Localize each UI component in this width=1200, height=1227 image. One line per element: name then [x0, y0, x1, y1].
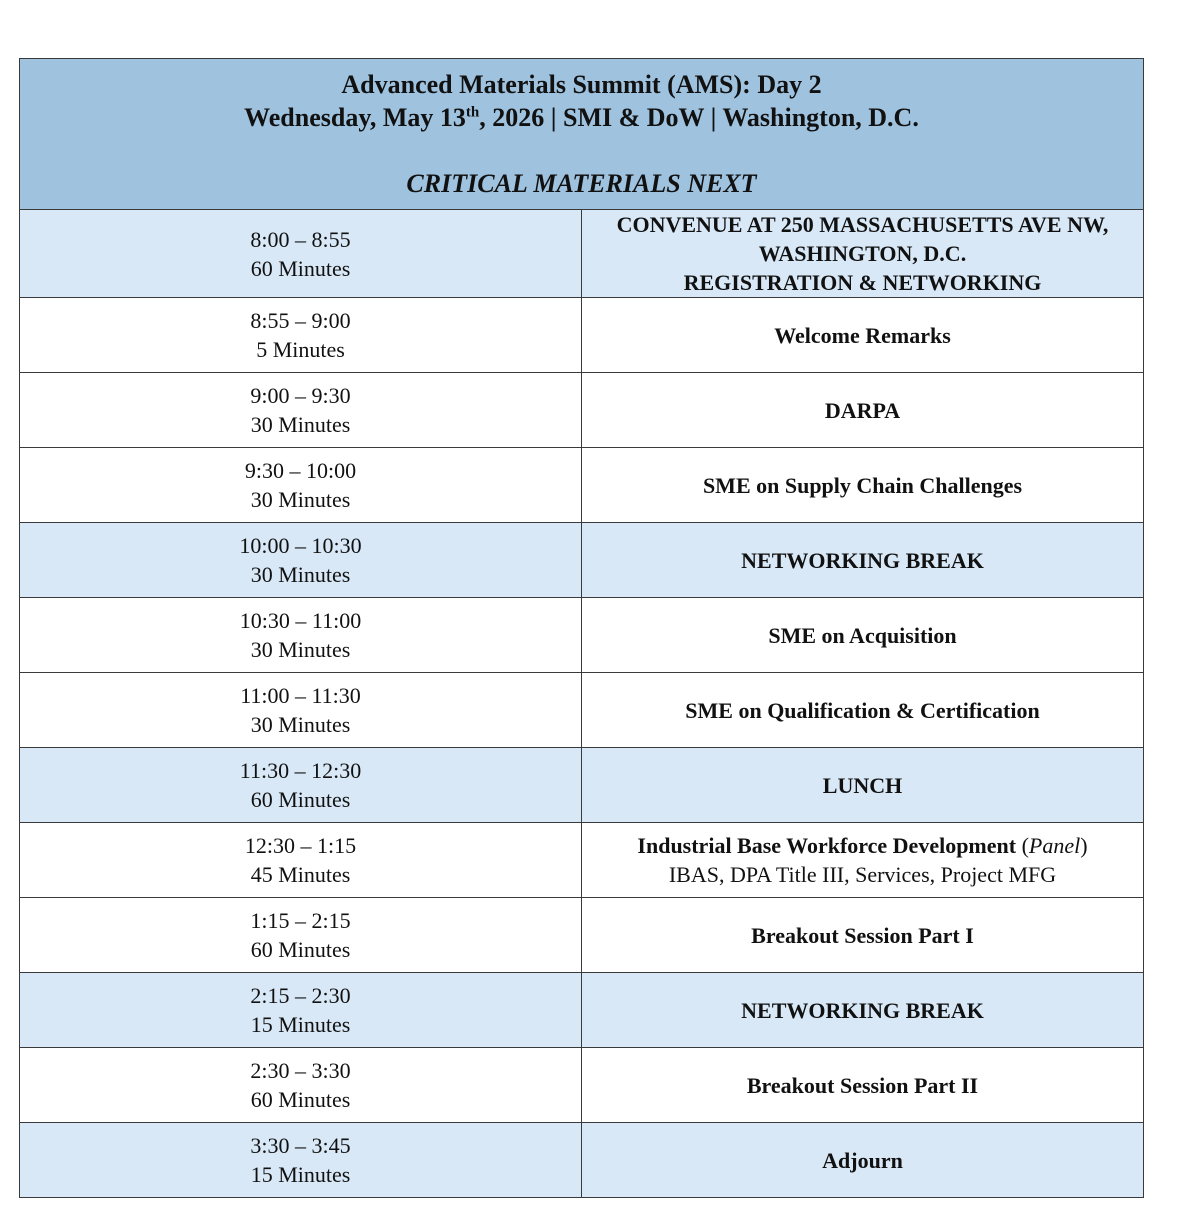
event-cell	[582, 373, 1144, 448]
date-ordinal: th	[465, 104, 480, 121]
time-range: 8:55 – 9:00	[250, 308, 351, 333]
event-subtitle: IBAS, DPA Title III, Services, Project MFG	[668, 862, 1057, 887]
event-cell	[582, 823, 1144, 898]
schedule-row	[20, 748, 1144, 823]
duration: 30 Minutes	[250, 712, 351, 737]
time-cell	[20, 973, 582, 1048]
event-title-line	[582, 831, 1143, 860]
event-title: SME on Qualification & Certification	[685, 697, 1040, 723]
duration: 45 Minutes	[250, 862, 351, 887]
time-cell	[20, 748, 582, 823]
time-range: 2:15 – 2:30	[250, 983, 351, 1008]
schedule-row	[20, 1048, 1144, 1123]
duration: 15 Minutes	[250, 1012, 351, 1037]
event-cell	[582, 210, 1144, 298]
time-range: 9:30 – 10:00	[244, 458, 357, 483]
event-title: Industrial Base Workforce Development	[637, 833, 1017, 858]
duration: 60 Minutes	[250, 787, 351, 812]
duration: 30 Minutes	[250, 487, 351, 512]
time-cell	[20, 1123, 582, 1198]
time-cell	[20, 448, 582, 523]
event-cell	[582, 448, 1144, 523]
duration: 30 Minutes	[250, 412, 351, 437]
event-title: LUNCH	[822, 772, 903, 798]
duration: 30 Minutes	[250, 637, 351, 662]
time-range: 10:30 – 11:00	[239, 608, 362, 633]
event-cell	[582, 298, 1144, 373]
schedule-row	[20, 598, 1144, 673]
schedule-row	[20, 1123, 1144, 1198]
time-range: 11:30 – 12:30	[239, 758, 362, 783]
event-title: NETWORKING BREAK	[741, 547, 984, 573]
event-title: SME on Supply Chain Challenges	[702, 472, 1023, 498]
time-cell	[20, 373, 582, 448]
duration: 15 Minutes	[250, 1162, 351, 1187]
schedule-row	[20, 898, 1144, 973]
duration: 60 Minutes	[250, 255, 351, 281]
event-title: NETWORKING BREAK	[741, 997, 984, 1023]
event-cell	[582, 1123, 1144, 1198]
event-cell	[582, 598, 1144, 673]
time-range: 1:15 – 2:15	[250, 908, 351, 933]
time-cell	[20, 298, 582, 373]
time-range: 3:30 – 3:45	[250, 1133, 351, 1158]
time-range: 12:30 – 1:15	[244, 833, 357, 858]
event-cell	[582, 673, 1144, 748]
time-cell	[20, 673, 582, 748]
time-cell	[20, 898, 582, 973]
duration: 60 Minutes	[250, 1087, 351, 1112]
schedule-row	[20, 823, 1144, 898]
schedule-row	[20, 973, 1144, 1048]
event-note-open: (	[1016, 833, 1029, 858]
time-cell	[20, 598, 582, 673]
time-range: 10:00 – 10:30	[239, 533, 362, 558]
time-range: 8:00 – 8:55	[250, 226, 351, 252]
event-cell	[582, 523, 1144, 598]
time-range: 9:00 – 9:30	[250, 383, 351, 408]
event-title: Welcome Remarks	[774, 322, 951, 348]
event-cell	[582, 748, 1144, 823]
time-range: 11:00 – 11:30	[240, 683, 361, 708]
date-suffix: , 2026 | SMI & DoW | Washington, D.C.	[479, 103, 919, 132]
schedule-row	[20, 448, 1144, 523]
schedule-row	[20, 673, 1144, 748]
schedule-row	[20, 523, 1144, 598]
duration: 30 Minutes	[250, 562, 351, 587]
event-subtitle: REGISTRATION & NETWORKING	[683, 270, 1042, 295]
time-range: 2:30 – 3:30	[250, 1058, 351, 1083]
schedule-row	[20, 298, 1144, 373]
duration: 60 Minutes	[250, 937, 351, 962]
event-title: Adjourn	[822, 1147, 903, 1173]
time-cell	[20, 523, 582, 598]
agenda-table	[19, 58, 1144, 1198]
event-cell	[582, 898, 1144, 973]
event-note-close: )	[1080, 833, 1088, 858]
event-note: Panel	[1028, 833, 1081, 858]
event-title: Breakout Session Part II	[746, 1072, 979, 1098]
schedule-row	[20, 373, 1144, 448]
event-title: Breakout Session Part I	[751, 922, 974, 948]
time-cell	[20, 210, 582, 298]
time-cell	[20, 823, 582, 898]
event-cell	[582, 973, 1144, 1048]
agenda-header-row	[20, 59, 1144, 210]
summit-theme: CRITICAL MATERIALS NEXT	[406, 169, 757, 198]
event-title: DARPA	[824, 397, 901, 423]
agenda-header	[20, 59, 1144, 210]
date-prefix: Wednesday, May 13	[244, 103, 466, 132]
event-title: SME on Acquisition	[768, 622, 957, 648]
time-cell	[20, 1048, 582, 1123]
event-cell	[582, 1048, 1144, 1123]
event-title: CONVENUE AT 250 MASSACHUSETTS AVE NW, WASHINGTON, D.C.	[616, 212, 1109, 266]
schedule-row	[20, 210, 1144, 298]
summit-title: Advanced Materials Summit (AMS): Day 2	[341, 70, 822, 99]
summit-date-location	[20, 101, 1143, 134]
duration: 5 Minutes	[256, 337, 345, 362]
